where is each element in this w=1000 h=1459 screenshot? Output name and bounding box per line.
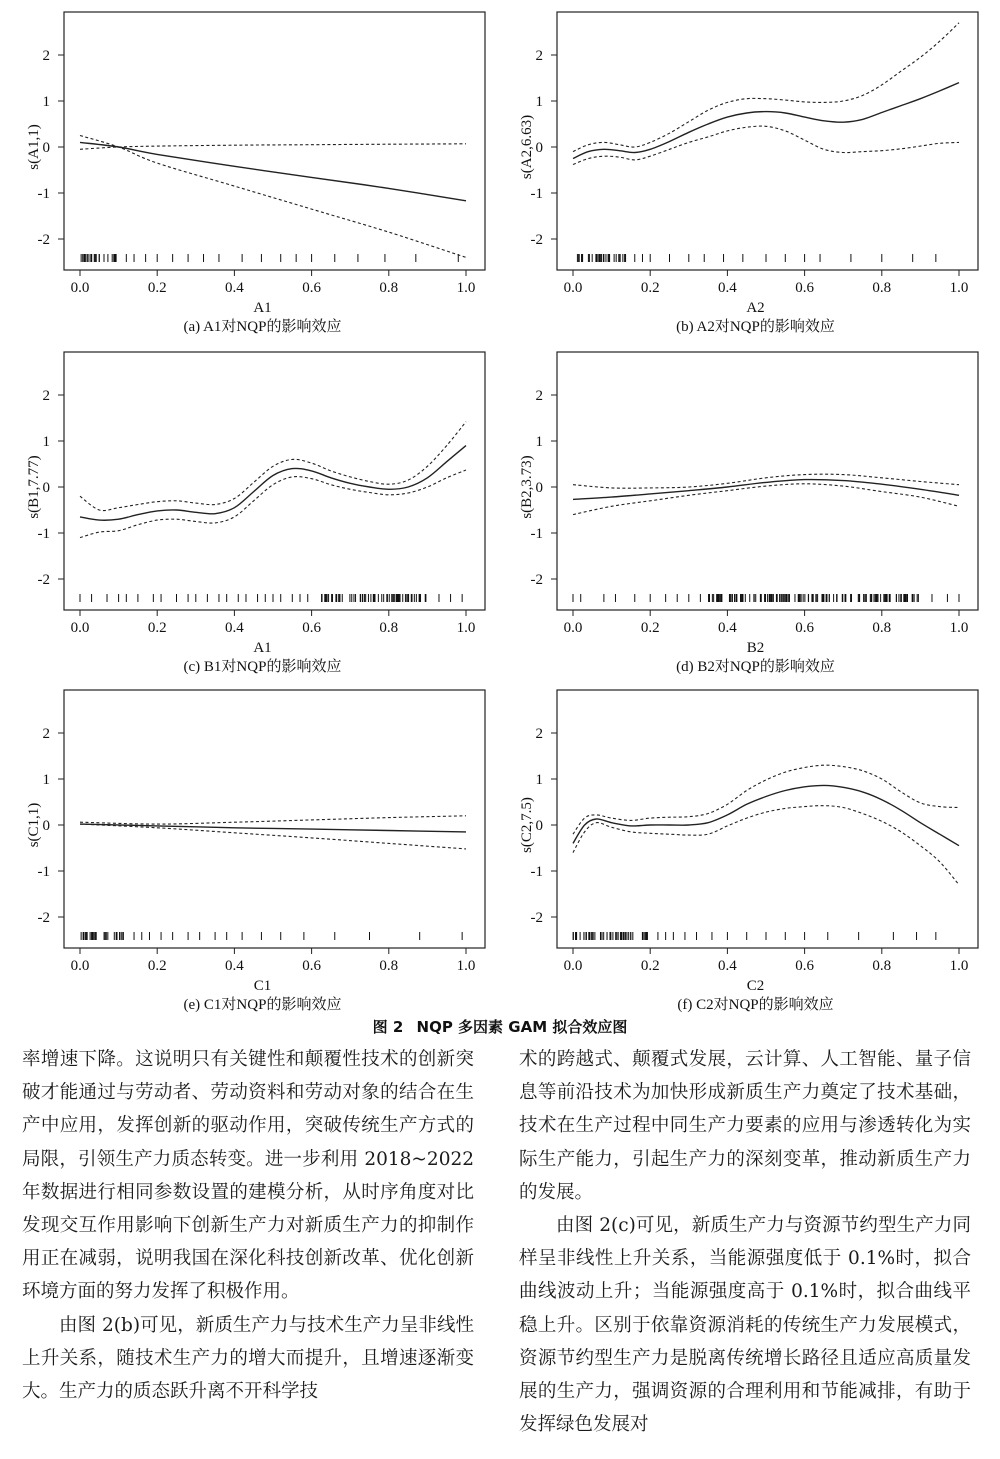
x-tick-label: 1.0 [456,280,476,296]
panel-f [493,678,983,1018]
y-tick-label: 2 [42,48,50,64]
rug-marks [573,594,959,602]
fit-line [80,142,466,200]
x-tick-label: 1.0 [456,958,476,974]
y-tick-label: 0 [42,480,50,496]
x-axis-label: C1 [253,978,272,994]
paragraph: 术的跨越式、颠覆式发展，云计算、人工智能、量子信息等前沿技术为加快形成新质生产力奠定了技术基础，技术在生产过程中同生产力要素的应用与渗透转化为实际生产能力，引起生产力的深刻变革，推动新质生产力的发展。 [519,1049,971,1203]
fit-line [573,83,959,159]
x-tick-label: 1.0 [456,620,476,636]
chart-svg [0,340,490,680]
rug-marks [80,594,462,602]
confidence-band-line [573,806,959,885]
y-tick-label: -2 [37,910,50,926]
y-axis-label: s(A1,1) [26,124,42,170]
y-tick-label: 1 [535,434,543,450]
y-tick-label: -1 [37,864,50,880]
x-axis-label: A2 [746,300,765,316]
x-tick-label: 0.2 [147,280,167,296]
x-tick-label: 0.8 [379,280,399,296]
x-tick-label: 0.6 [795,620,814,636]
confidence-band-line [80,470,466,538]
y-tick-label: -1 [530,526,543,542]
x-tick-label: 0.4 [718,620,737,636]
paragraph: 由图 2(c)可见，新质生产力与资源节约型生产力同样呈非线性上升关系，当能源强度低于 0.1%时，拟合曲线波动上升；当能源强度高于 0.1%时，拟合曲线平稳上升。区别于依靠资源消耗的传统生产力发展模式，资源节约型生产力是脱离传统增长路径且适应高质量发展的生产力，强调资源的合理利用和节能减排，有助于发挥绿色发展对 [519,1215,971,1436]
y-tick-label: -2 [530,572,543,588]
panel-c [0,340,490,680]
x-tick-label: 0.0 [70,280,90,296]
x-tick-label: 0.8 [872,620,892,636]
chart-svg [0,678,490,1018]
body-left-column [22,1043,474,1408]
panel-d [493,340,983,680]
body-right-column [519,1043,971,1441]
x-axis-label: B2 [746,640,765,656]
y-tick-label: 1 [42,94,50,110]
confidence-band-line [80,816,466,824]
x-tick-label: 0.2 [640,958,660,974]
y-tick-label: -2 [37,572,50,588]
confidence-band-line [573,23,959,152]
y-tick-label: 0 [535,480,543,496]
y-tick-label: 1 [42,772,50,788]
y-tick-label: 2 [535,726,543,742]
y-tick-label: -1 [37,526,50,542]
x-tick-label: 0.2 [147,958,167,974]
x-tick-label: 0.2 [147,620,167,636]
fit-line [80,446,466,521]
y-tick-label: -1 [37,186,50,202]
panel-caption: (b) A2对NQP的影响效应 [676,319,835,335]
rug-marks [573,932,936,940]
x-axis-label: C2 [746,978,765,994]
x-tick-label: 0.8 [872,280,892,296]
x-tick-label: 1.0 [949,958,969,974]
y-tick-label: 1 [42,434,50,450]
confidence-band-line [80,136,466,258]
plot-frame [557,12,978,270]
x-tick-label: 0.6 [302,958,321,974]
panel-caption: (d) B2对NQP的影响效应 [676,659,835,675]
panel-caption: (c) B1对NQP的影响效应 [183,659,342,675]
figure-title: NQP 多因素 GAM 拟合效应图 [416,1018,628,1036]
x-tick-label: 0.8 [379,620,399,636]
x-tick-label: 0.2 [640,280,660,296]
y-tick-label: 1 [535,772,543,788]
chart-svg [493,340,983,680]
y-tick-label: -2 [37,232,50,248]
y-axis-label: s(B1,7.77) [26,455,42,519]
y-tick-label: 0 [42,818,50,834]
y-axis-label: s(C1,1) [26,802,42,848]
y-axis-label: s(C2,7.5) [519,797,535,853]
y-axis-label: s(A2,6.63) [519,114,535,180]
figure-caption [0,1016,1000,1037]
panel-a [0,0,490,340]
y-tick-label: 2 [42,726,50,742]
x-tick-label: 0.0 [563,620,583,636]
y-tick-label: -2 [530,910,543,926]
y-axis-label: s(B2,3.73) [519,455,535,519]
x-tick-label: 0.4 [718,280,737,296]
panel-b [493,0,983,340]
x-tick-label: 0.4 [718,958,737,974]
x-tick-label: 1.0 [949,620,969,636]
rug-marks [81,932,462,940]
y-tick-label: 1 [535,94,543,110]
rug-marks [81,254,458,262]
confidence-band-line [80,422,466,511]
x-tick-label: 0.4 [225,620,244,636]
confidence-band-line [573,126,959,164]
x-axis-label: A1 [253,300,272,316]
fit-line [573,480,959,500]
y-tick-label: 0 [535,140,543,156]
x-axis-label: A1 [253,640,272,656]
y-tick-label: 2 [535,388,543,404]
panel-e [0,678,490,1018]
x-tick-label: 0.8 [379,958,399,974]
chart-svg [493,678,983,1018]
panel-caption: (f) C2对NQP的影响效应 [677,997,834,1013]
confidence-band-line [80,144,466,150]
figure-label: 图 2 [372,1018,404,1036]
x-tick-label: 0.8 [872,958,892,974]
x-tick-label: 0.0 [70,958,90,974]
x-tick-label: 0.0 [563,280,583,296]
x-tick-label: 0.6 [795,280,814,296]
chart-svg [493,0,983,340]
x-tick-label: 1.0 [949,280,969,296]
y-tick-label: 2 [535,48,543,64]
y-tick-label: -2 [530,232,543,248]
chart-svg [0,0,490,340]
x-tick-label: 0.4 [225,958,244,974]
confidence-band-line [573,484,959,515]
panel-caption: (e) C1对NQP的影响效应 [183,997,342,1013]
panel-caption: (a) A1对NQP的影响效应 [183,319,342,335]
fit-line [573,785,959,845]
x-tick-label: 0.2 [640,620,660,636]
confidence-band-line [573,765,959,834]
y-tick-label: -1 [530,186,543,202]
x-tick-label: 0.4 [225,280,244,296]
paragraph: 由图 2(b)可见，新质生产力与技术生产力呈非线性上升关系，随技术生产力的增大而提升，且增速逐渐变大。生产力的质态跃升离不开科学技 [22,1314,474,1403]
plot-frame [64,12,485,270]
x-tick-label: 0.0 [563,958,583,974]
x-tick-label: 0.0 [70,620,90,636]
y-tick-label: 2 [42,388,50,404]
x-tick-label: 0.6 [795,958,814,974]
y-tick-label: -1 [530,864,543,880]
x-tick-label: 0.6 [302,280,321,296]
rug-marks [577,254,935,262]
y-tick-label: 0 [42,140,50,156]
y-tick-label: 0 [535,818,543,834]
plot-frame [64,690,485,948]
x-tick-label: 0.6 [302,620,321,636]
fit-line [80,824,466,832]
paragraph: 率增速下降。这说明只有关键性和颠覆性技术的创新突破才能通过与劳动者、劳动资料和劳动对象的结合在生产中应用，发挥创新的驱动作用，突破传统生产方式的局限，引领生产力质态转变。进一步利用 2018~2022 年数据进行相同参数设置的建模分析，从时序角度对比发现交互作用影响下创新生产力对新质生产力的抑制作用正在减弱，说明我国在深化科技创新改革、优化创新环境方面的努力发挥了积极作用。 [22,1049,474,1303]
